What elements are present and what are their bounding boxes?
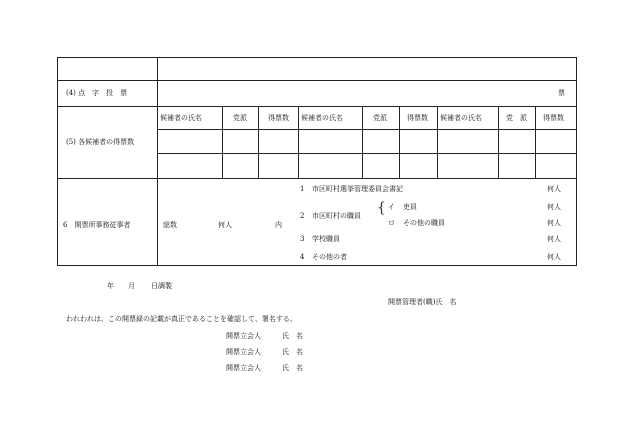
row5-col-divider bbox=[222, 106, 223, 178]
row6-item-3-label: 学校職員 bbox=[312, 235, 340, 243]
row5-header-candidate-name-1: 候補者の氏名 bbox=[160, 114, 202, 122]
row6-item-2a-mark: イ bbox=[388, 203, 395, 211]
table-right-border bbox=[576, 57, 577, 266]
row4-label: (4) 点 字 投 票 bbox=[66, 89, 128, 97]
row5-col-divider bbox=[535, 106, 536, 178]
row6-item-4-num: 4 bbox=[300, 253, 305, 261]
row6-item-2-num: 2 bbox=[300, 212, 305, 220]
row6-item-2b-unit: 何人 bbox=[547, 219, 561, 227]
row6-item-4-label: その他の者 bbox=[312, 253, 347, 261]
row5-header-votes-2: 得票数 bbox=[407, 114, 428, 122]
witness-3-name: 氏 名 bbox=[282, 364, 303, 372]
row5-label: (5) 各候補者の得票数 bbox=[66, 138, 135, 146]
row-separator-1 bbox=[57, 80, 577, 81]
row6-item-2b-mark: ロ bbox=[388, 219, 395, 227]
date-day: 日調製 bbox=[151, 282, 172, 290]
row5-inner-separator bbox=[157, 153, 577, 154]
row6-total-label: 総数 bbox=[163, 221, 177, 229]
label-column-divider bbox=[157, 57, 158, 266]
confirmation-statement: われわれは、この開票録の記載が真正であることを確認して、署名する。 bbox=[66, 315, 297, 323]
row6-item-4-unit: 何人 bbox=[547, 253, 561, 261]
row4-unit: 票 bbox=[558, 89, 565, 97]
row6-total-unit: 何人 bbox=[218, 221, 232, 229]
witness-2-name: 氏 名 bbox=[282, 348, 303, 356]
row5-col-divider bbox=[298, 106, 299, 178]
witness-3-role: 開票立会人 bbox=[226, 364, 261, 372]
row-separator-2 bbox=[57, 106, 577, 107]
row6-item-1-unit: 何人 bbox=[547, 185, 561, 193]
row6-item-1-num: 1 bbox=[300, 185, 305, 193]
row6-item-1-label: 市区町村選挙管理委員会書記 bbox=[312, 185, 403, 193]
row5-header-separator bbox=[157, 129, 577, 130]
row5-col-divider bbox=[399, 106, 400, 178]
witness-2-role: 開票立会人 bbox=[226, 348, 261, 356]
row6-item-2b-label: その他の職員 bbox=[403, 219, 445, 227]
row5-header-candidate-name-3: 候補者の氏名 bbox=[440, 114, 482, 122]
row6-item-2a-unit: 何人 bbox=[547, 203, 561, 211]
row5-col-divider bbox=[258, 106, 259, 178]
row5-header-party-2: 党派 bbox=[373, 114, 387, 122]
row6-item-3-num: 3 bbox=[300, 235, 305, 243]
table-bottom-border bbox=[57, 265, 577, 266]
row6-item-2a-label: 吏員 bbox=[403, 203, 417, 211]
row-separator-3 bbox=[57, 178, 577, 179]
manager-signature-line: 開票管理者(職)氏 名 bbox=[388, 298, 457, 306]
row5-header-party-1: 党派 bbox=[233, 114, 247, 122]
row5-col-divider bbox=[362, 106, 363, 178]
row5-header-votes-3: 得票数 bbox=[543, 114, 564, 122]
table-top-border bbox=[57, 57, 577, 58]
row6-label: 6 開票所事務従事者 bbox=[63, 221, 131, 229]
row5-col-divider bbox=[437, 106, 438, 178]
row5-col-divider bbox=[498, 106, 499, 178]
witness-1-role: 開票立会人 bbox=[226, 332, 261, 340]
date-month: 月 bbox=[128, 282, 135, 290]
table-left-border bbox=[57, 57, 58, 266]
witness-1-name: 氏 名 bbox=[282, 332, 303, 340]
row5-header-party-3: 党 派 bbox=[506, 114, 527, 122]
row5-header-votes-1: 得票数 bbox=[268, 114, 289, 122]
row6-item-2-label: 市区町村の職員 bbox=[312, 212, 361, 220]
brace-icon: { bbox=[377, 200, 386, 216]
row6-inner-label: 内 bbox=[275, 221, 282, 229]
row5-header-candidate-name-2: 候補者の氏名 bbox=[301, 114, 343, 122]
date-year: 年 bbox=[107, 282, 114, 290]
row6-item-3-unit: 何人 bbox=[547, 235, 561, 243]
